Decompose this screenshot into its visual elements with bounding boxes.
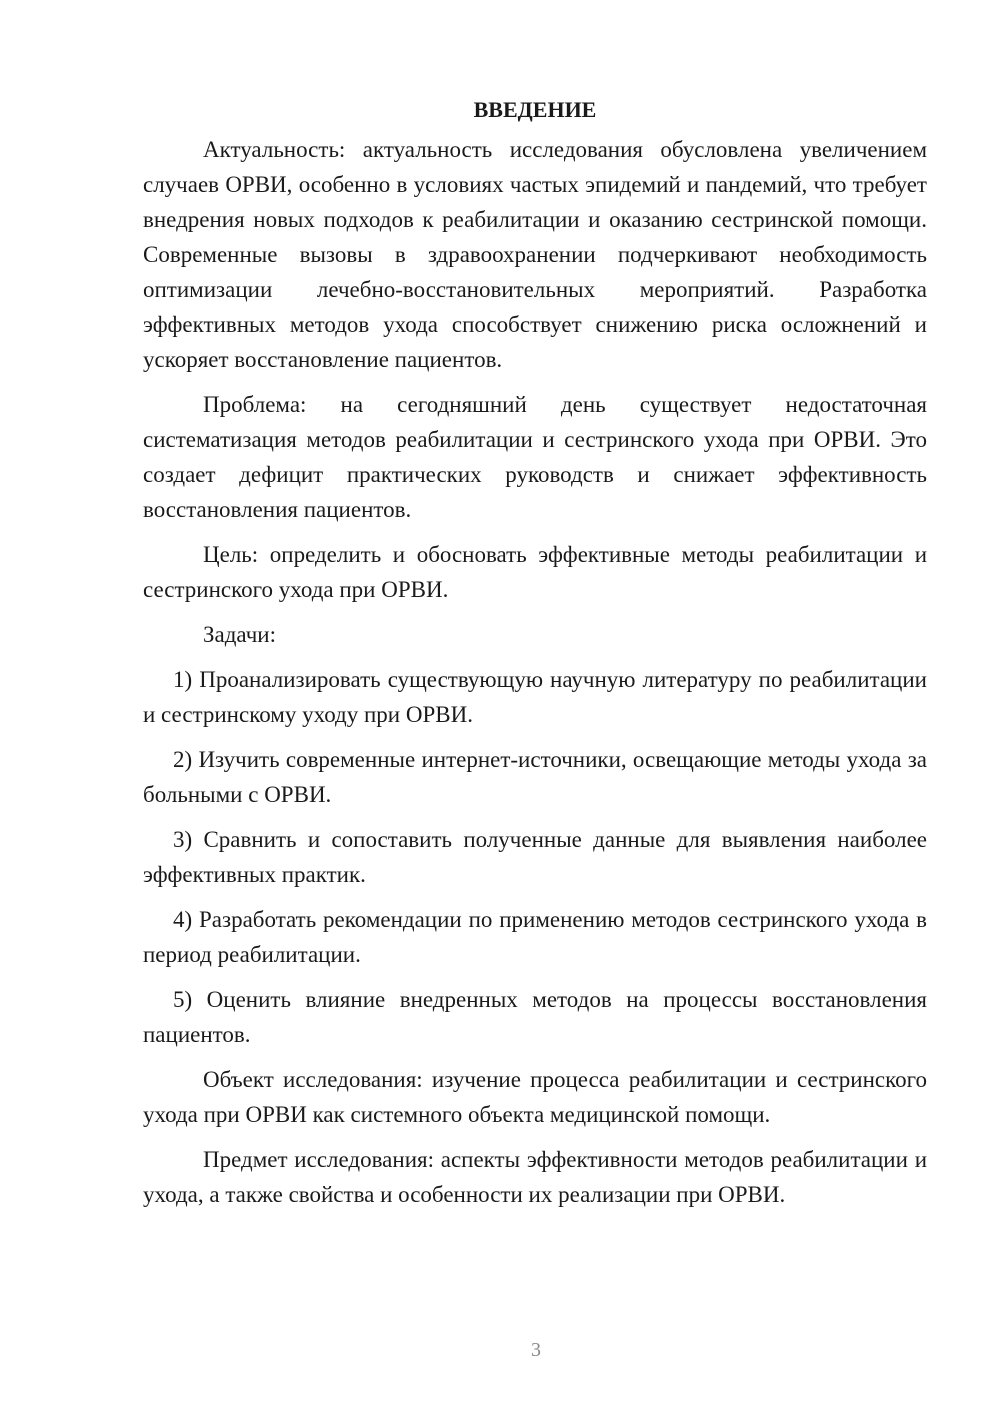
task-item-1: 1) Проанализировать существующую научную литературу по реабилитации и сестринскому уходу при ОРВИ. xyxy=(143,667,927,727)
section-title: ВВЕДЕНИЕ xyxy=(473,97,597,122)
page-content xyxy=(143,92,927,1222)
object-paragraph: Объект исследования: изучение процесса реабилитации и сестринского ухода при ОРВИ как системного объекта медицинской помощи. xyxy=(143,1067,927,1127)
problem-paragraph: Проблема: на сегодняшний день существует недостаточная систематизация методов реабилитации и сестринского ухода при ОРВИ. Это создает дефицит практических руководств и снижает эффективность восстановления пациентов. xyxy=(143,392,927,522)
task-item-4: 4) Разработать рекомендации по применению методов сестринского ухода в период реабилитации. xyxy=(143,907,927,967)
tasks-heading: Задачи: xyxy=(203,622,276,647)
page-number: 3 xyxy=(531,1339,541,1361)
task-item-5: 5) Оценить влияние внедренных методов на процессы восстановления пациентов. xyxy=(143,987,927,1047)
relevance-paragraph: Актуальность: актуальность исследования обусловлена увеличением случаев ОРВИ, особенно в условиях частых эпидемий и пандемий, что требует внедрения новых подходов к реабилитации и оказанию сестринской помощи. Современные вызовы в здравоохранении подчеркивают необходимость оптимизации лечебно-восстановительных мероприятий. Разработка эффективных методов ухода способствует снижению риска осложнений и ускоряет восстановление пациентов. xyxy=(143,137,927,372)
task-item-3: 3) Сравнить и сопоставить полученные данные для выявления наиболее эффективных практик. xyxy=(143,827,927,887)
goal-paragraph: Цель: определить и обосновать эффективные методы реабилитации и сестринского ухода при ОРВИ. xyxy=(143,542,927,602)
subject-paragraph: Предмет исследования: аспекты эффективности методов реабилитации и ухода, а также свойства и особенности их реализации при ОРВИ. xyxy=(143,1147,927,1207)
task-item-2: 2) Изучить современные интернет-источники, освещающие методы ухода за больными с ОРВИ. xyxy=(143,747,927,807)
